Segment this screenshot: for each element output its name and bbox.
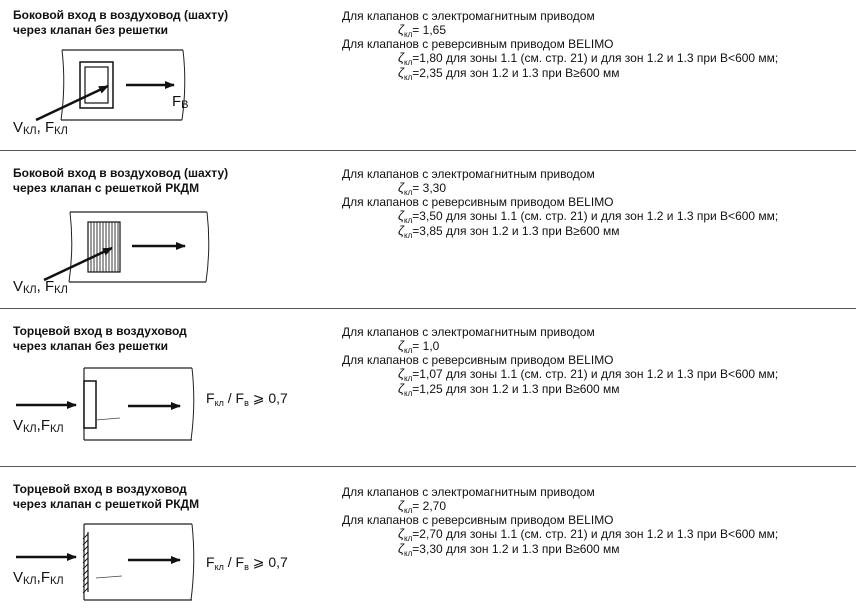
grille-rkdm bbox=[88, 222, 120, 272]
duct-break-line bbox=[69, 212, 72, 282]
duct-break-line bbox=[191, 524, 194, 600]
zeta-subscript: кл bbox=[404, 549, 413, 558]
zeta-symbol: ζ bbox=[398, 526, 405, 541]
zeta-subscript: кл bbox=[404, 346, 413, 355]
zeta-subscript: кл bbox=[404, 389, 413, 398]
zeta-symbol: ζ bbox=[398, 541, 405, 556]
zeta-symbol: ζ bbox=[398, 338, 405, 353]
zeta-symbol: ζ bbox=[398, 50, 405, 65]
zeta-subscript: кл bbox=[404, 534, 413, 543]
drive-type-heading: Для клапанов с реверсивным приводом BELIMO bbox=[342, 353, 614, 367]
zeta-value: =3,30 для зон 1.2 и 1.3 при B≥600 мм bbox=[412, 542, 620, 556]
zeta-symbol: ζ bbox=[398, 223, 405, 238]
leader-line bbox=[96, 576, 122, 578]
zeta-subscript: кл bbox=[404, 73, 413, 82]
zeta-value: = 3,30 bbox=[412, 181, 446, 195]
drive-type-heading: Для клапанов с реверсивным приводом BELIMO bbox=[342, 37, 614, 51]
zeta-symbol: ζ bbox=[398, 366, 405, 381]
zeta-value: = 1,0 bbox=[412, 339, 440, 353]
duct-break-line bbox=[191, 368, 194, 440]
drive-type-heading: Для клапанов с электромагнитным приводом bbox=[342, 325, 595, 339]
zeta-subscript: кл bbox=[404, 188, 413, 197]
zeta-subscript: кл bbox=[404, 506, 413, 515]
diagram-end-entry-grille bbox=[16, 524, 194, 600]
drive-type-heading: Для клапанов с электромагнитным приводом bbox=[342, 485, 595, 499]
zeta-symbol: ζ bbox=[398, 208, 405, 223]
ratio-label: $F_{кл} / F_в$ ⩾ 0,7 bbox=[206, 554, 288, 572]
section-1-title: Боковой вход в воздуховод (шахту) через клапан без решетки bbox=[13, 8, 229, 37]
zeta-symbol: ζ bbox=[398, 498, 405, 513]
zeta-symbol: ζ bbox=[398, 65, 405, 80]
zeta-value: =3,85 для зон 1.2 и 1.3 при B≥600 мм bbox=[412, 224, 620, 238]
damper-frame bbox=[84, 381, 96, 428]
zeta-subscript: кл bbox=[404, 374, 413, 383]
duct-break-line bbox=[206, 212, 209, 282]
zeta-symbol: ζ bbox=[398, 180, 405, 195]
zeta-value: =1,25 для зон 1.2 и 1.3 при B≥600 мм bbox=[412, 382, 620, 396]
zeta-value: = 1,65 bbox=[412, 23, 446, 37]
label-v-f: VКЛ, FКЛ bbox=[13, 119, 68, 137]
duct-break-line bbox=[61, 50, 64, 120]
zeta-subscript: кл bbox=[404, 30, 413, 39]
zeta-value: =2,70 для зоны 1.1 (см. стр. 21) и для зон 1.2 и 1.3 при B<600 мм; bbox=[412, 527, 779, 541]
drive-type-heading: Для клапанов с электромагнитным приводом bbox=[342, 9, 595, 23]
section-2-title: Боковой вход в воздуховод (шахту) через клапан с решеткой РКДМ bbox=[13, 166, 229, 195]
section-3-title: Торцевой вход в воздуховод через клапан без решетки bbox=[13, 324, 187, 353]
diagram-side-entry-grille bbox=[44, 212, 209, 282]
leader-line bbox=[96, 418, 120, 420]
zeta-subscript: кл bbox=[404, 231, 413, 240]
drive-type-heading: Для клапанов с реверсивным приводом BELIMO bbox=[342, 513, 614, 527]
zeta-value: =3,50 для зоны 1.1 (см. стр. 21) и для зон 1.2 и 1.3 при B<600 мм; bbox=[412, 209, 779, 223]
zeta-value: =1,80 для зоны 1.1 (см. стр. 21) и для зон 1.2 и 1.3 при B<600 мм; bbox=[412, 51, 779, 65]
drive-type-heading: Для клапанов с реверсивным приводом BELIMO bbox=[342, 195, 614, 209]
section-4-title: Торцевой вход в воздуховод через клапан с решеткой РКДМ bbox=[13, 482, 200, 511]
zeta-value: =1,07 для зоны 1.1 (см. стр. 21) и для зон 1.2 и 1.3 при B<600 мм; bbox=[412, 367, 779, 381]
label-v-f: VКЛ,FКЛ bbox=[13, 417, 64, 435]
label-fb: FВ bbox=[172, 93, 189, 111]
zeta-subscript: кл bbox=[404, 216, 413, 225]
ratio-label: $F_{кл} / F_в$ ⩾ 0,7 bbox=[206, 390, 288, 408]
label-v-f: VКЛ, FКЛ bbox=[13, 278, 68, 296]
drive-type-heading: Для клапанов с электромагнитным приводом bbox=[342, 167, 595, 181]
zeta-value: =2,35 для зон 1.2 и 1.3 при B≥600 мм bbox=[412, 66, 620, 80]
diagram-side-entry-no-grille bbox=[36, 50, 185, 120]
zeta-value: = 2,70 bbox=[412, 499, 446, 513]
zeta-symbol: ζ bbox=[398, 381, 405, 396]
label-v-f: VКЛ,FКЛ bbox=[13, 569, 64, 587]
zeta-symbol: ζ bbox=[398, 22, 405, 37]
zeta-subscript: кл bbox=[404, 58, 413, 67]
